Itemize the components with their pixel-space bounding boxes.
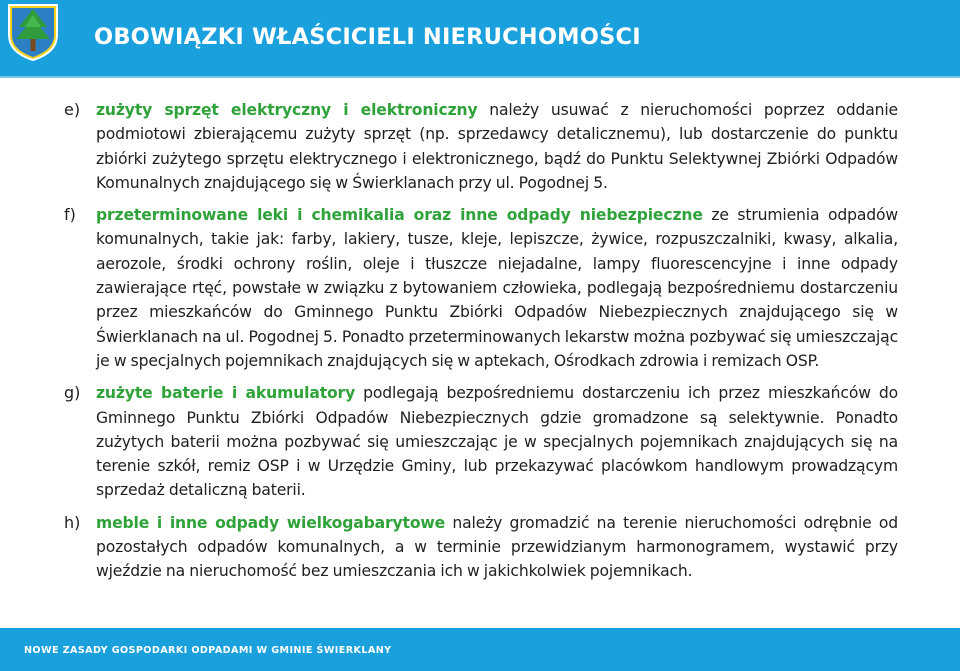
item-text	[96, 511, 898, 584]
list-item	[64, 98, 898, 195]
item-body: należy gromadzić na terenie nieruchomości odrębnie od pozostałych odpadów komunalnych, a w terminie przewidzianym harmonogramem, wystawić przy wjeździe na nieruchomość bez umieszczania ich w jakichkolwiek pojemnikach.	[96, 513, 898, 581]
item-body: należy usuwać z nieruchomości poprzez oddanie podmiotowi zbierającemu zużyty sprzęt (np. sprzedawcy detalicznemu), lub dostarczenie do punktu zbiórki zużytego sprzętu elektrycznego i elektronicznego, bądź do Punktu Selektywnej Zbiórki Odpadów Komunalnych znajdującego się w Świerklanach przy ul. Pogodnej 5.	[96, 101, 898, 192]
item-body: podlegają bezpośredniemu dostarczeniu ich przez mieszkańców do Gminnego Punktu Zbiórki Odpadów Niebezpiecznych gdzie gromadzone są selektywnie. Ponadto zużytych baterii można pozbywać się umieszczając je w specjalnych pojemnikach znajdujących się na terenie szkół, remiz OSP i w Urzędzie Gminy, lub przekazywać placówkom handlowym prowadzącym sprzedaż detaliczną baterii.	[96, 384, 898, 500]
item-highlight: zużyte baterie i akumulatory	[96, 384, 356, 403]
item-text	[96, 98, 898, 195]
item-text	[96, 203, 898, 373]
item-marker: g)	[64, 383, 81, 403]
item-text	[96, 381, 898, 502]
footer-bar	[0, 628, 960, 671]
footer-text: NOWE ZASADY GOSPODARKI ODPADAMI W GMINIE ŚWIERKLANY	[24, 645, 392, 656]
item-body: ze strumienia odpadów komunalnych, takie jak: farby, lakiery, tusze, kleje, lepiszcze, żywice, rozpuszczalniki, kwasy, alkalia, aerozole, środki ochrony roślin, oleje i tłuszcze niejadalne, lampy fluorescencyjne i inne odpady zawierające rtęć, powstałe w związku z bytowaniem człowieka, podlegają bezpośredniemu dostarczeniu przez mieszkańców do Gminnego Punktu Zbiórki Odpadów Niebezpiecznych znajdującego się w Świerklanach na ul. Pogodnej 5. Ponadto przeterminowanych lekarstw można pozbywać się umieszczając je w specjalnych pojemnikach znajdujących się w aptekach, Ośrodkach zdrowia i remizach OSP.	[96, 206, 898, 370]
header-divider	[0, 76, 960, 78]
item-highlight: przeterminowane leki i chemikalia oraz inne odpady niebezpieczne	[96, 206, 703, 225]
page-title: OBOWIĄZKI WŁAŚCICIELI NIERUCHOMOŚCI	[94, 24, 641, 50]
coat-of-arms-tree-icon	[6, 3, 60, 61]
list-item	[64, 511, 898, 584]
item-marker: h)	[64, 512, 81, 532]
item-marker: f)	[64, 205, 76, 225]
item-highlight: zużyty sprzęt elektryczny i elektroniczny	[96, 101, 478, 119]
header-bar	[0, 0, 960, 76]
list-item	[64, 381, 898, 502]
list-item	[64, 203, 898, 373]
item-marker: e)	[64, 100, 81, 119]
obligations-list	[64, 98, 898, 592]
item-highlight: meble i inne odpady wielkogabarytowe	[96, 513, 446, 532]
